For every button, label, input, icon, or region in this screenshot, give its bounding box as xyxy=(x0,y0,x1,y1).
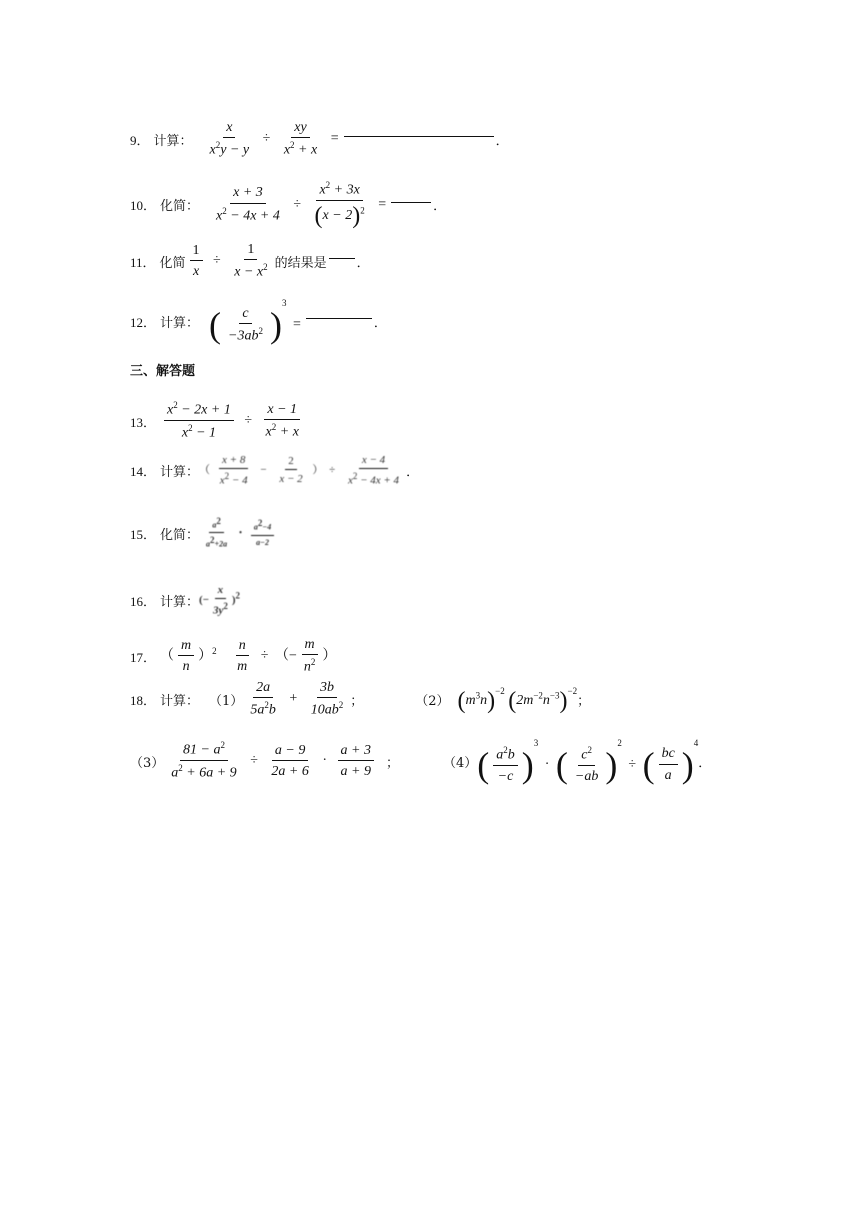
expression: $\frac{1}{x}$ ÷ $\frac{1}{x - x^2}$ xyxy=(186,242,275,280)
part-label: （1） xyxy=(209,693,244,709)
expression: ( $\frac{c}{-3ab^2}$ )$^3$ = xyxy=(209,298,301,345)
semicolon: ； xyxy=(577,693,591,709)
expression: ( $\frac{a^2b}{-c}$ )$^3$ · ( $\frac{c^2}{-ab}$ )$^2$ ÷ ( $\frac{bc}{a}$ )$^4$ xyxy=(477,738,699,785)
question-number: 16． xyxy=(130,593,157,609)
part-label: （2） xyxy=(415,693,450,709)
semicolon: ； xyxy=(350,693,364,709)
question-label: 计算： xyxy=(160,464,200,480)
expression: （ $\frac{x + 8}{x^2 - 4}$ − $\frac{2}{x - 2}$ ） ÷ $\frac{x - 4}{x^2 - 4x + 4}$ xyxy=(199,454,400,487)
question-number: 11． xyxy=(130,254,156,270)
question-9 xyxy=(130,120,509,158)
period: ． xyxy=(433,199,447,215)
answer-blank xyxy=(391,201,431,203)
period: ． xyxy=(698,755,712,771)
question-label: 计算： xyxy=(160,594,200,610)
part-label: （4） xyxy=(442,755,478,771)
answer-blank xyxy=(344,135,494,137)
period: ． xyxy=(495,133,509,149)
question-number: 13． xyxy=(130,414,157,430)
question-number: 15． xyxy=(130,526,157,542)
question-label: 计算： xyxy=(160,693,200,709)
question-number: 12． xyxy=(130,314,157,330)
expression: $\frac{a^2}{a^2+2a}$ • $\frac{a^2-4}{a-2}$ xyxy=(199,517,278,550)
expression: (− $\frac{x}{3y^2}$ )$^2$ xyxy=(199,584,241,617)
part-label: （3） xyxy=(130,755,165,771)
question-label: 化简： xyxy=(160,199,200,215)
question-14 xyxy=(130,454,419,487)
expression: （ $\frac{m}{n}$ ）$^2$ $\frac{n}{m}$ ÷ （− $\frac{m}{n^2}$ ） xyxy=(160,637,337,676)
question-12 xyxy=(130,298,387,344)
question-number: 17． xyxy=(130,649,157,665)
question-13 xyxy=(130,401,306,441)
semicolon: ； xyxy=(385,755,399,771)
question-label: 化简 xyxy=(159,255,186,271)
question-18 xyxy=(130,680,590,718)
period: ． xyxy=(406,464,420,480)
expression: $\frac{2a}{5a^2b}$ + $\frac{3b}{10ab^2}$ xyxy=(250,680,344,719)
expression: $\frac{x}{x^2y - y}$ ÷ $\frac{xy}{x^2 + x}$ = xyxy=(209,120,339,159)
question-number: 10． xyxy=(130,198,157,214)
question-16 xyxy=(130,584,240,617)
period: ． xyxy=(373,315,387,331)
question-text: 的结果是 xyxy=(274,255,327,271)
question-11 xyxy=(130,242,370,280)
question-10 xyxy=(130,181,446,228)
expression: $(m^3n)^{-2}$ $(2m^{-2}n^{-3})^{-2}$ xyxy=(457,685,578,714)
question-15 xyxy=(130,517,278,550)
expression: $\frac{x^2 - 2x + 1}{x^2 - 1}$ ÷ $\frac{x - 1}{x^2 + x}$ xyxy=(160,401,306,441)
section-heading: 三、解答题 xyxy=(130,364,196,379)
answer-blank xyxy=(306,317,372,319)
question-number: 14． xyxy=(130,463,157,479)
question-17 xyxy=(130,637,336,675)
answer-blank xyxy=(329,257,355,259)
period: ． xyxy=(356,255,370,271)
expression: $\frac{x + 3}{x^2 - 4x + 4}$ ÷ $\frac{x^2 + 3x}{(x - 2)^2}$ = xyxy=(216,180,387,230)
question-number: 9． xyxy=(130,132,150,148)
question-label: 化简： xyxy=(160,527,200,543)
question-label: 计算： xyxy=(160,315,200,331)
question-number: 18． xyxy=(130,692,157,708)
question-label: 计算： xyxy=(153,133,193,149)
expression: $\frac{81 - a^2}{a^2 + 6a + 9}$ ÷ $\frac{a - 9}{2a + 6}$ · $\frac{a + 3}{a + 9}$ xyxy=(164,741,378,781)
question-18-row-2 xyxy=(130,738,711,784)
